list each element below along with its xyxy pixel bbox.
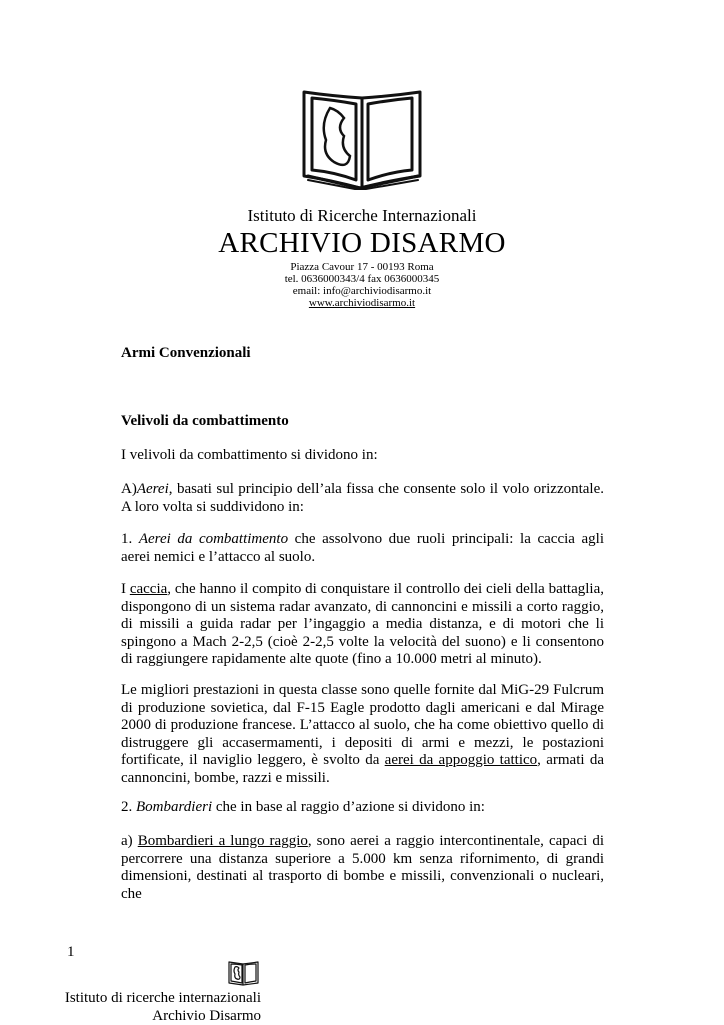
aerei-prefix: A)	[121, 481, 137, 497]
caccia-text: , che hanno il compito di conquistare il controllo dei cieli della battaglia, dispongono di un sistema radar avanzato, di cannoncini e missili a corto raggio, di missili a guida radar per l’ingaggio a media distanza, e di motori che li spingono a Mach 2-2,5 (cioè 2-2,5 volte la velocità del suono) e li consentono di raggiungere rapidamente alte quote (fino a 10.000 metri al minuto).	[121, 581, 604, 667]
organization-title: ARCHIVIO DISARMO	[218, 227, 506, 259]
prestazioni-paragraph	[121, 682, 604, 787]
bombardieri-prefix: 2.	[121, 799, 136, 815]
combattimento-term: Aerei da combattimento	[138, 531, 289, 547]
intro-text: I velivoli da combattimento si dividono in:	[121, 447, 378, 463]
phone-line: tel. 0636000343/4 fax 0636000345	[284, 273, 440, 285]
section-title	[121, 345, 604, 363]
address-line: Piazza Cavour 17 - 00193 Roma	[290, 261, 434, 273]
intro-paragraph	[121, 447, 604, 465]
caccia-prefix: I	[121, 581, 130, 597]
aerei-text: , basati sul principio dell’ala fissa che consente solo il volo orizzontale. A loro volta si suddividono in:	[121, 481, 604, 515]
combattimento-paragraph	[121, 531, 604, 566]
contact-block	[0, 261, 724, 309]
appoggio-tattico-link[interactable]: aerei da appoggio tattico	[384, 752, 538, 768]
combattimento-text: che assolvono due ruoli principali: la caccia agli aerei nemici e l’attacco al suolo.	[121, 531, 605, 565]
subsection	[121, 413, 604, 431]
prestazioni-text: Le migliori prestazioni in questa classe sono quelle fornite dal MiG-29 Fulcrum di produzione sovietica, dal F-15 Eagle prodotto dagli americani e dal Mirage 2000 di produzione francese. L’attacco al suolo, che ha come obiettivo quello di distruggere gli accasermamenti, i depositi di armi e mezzi, le postazioni fortificate, il naviglio leggero, è svolto da	[121, 682, 604, 768]
email-line: email: info@archiviodisarmo.it	[292, 285, 432, 297]
subsection-heading: Velivoli da combattimento	[121, 413, 289, 429]
prestazioni-suffix: , armati da cannoncini, bombe, razzi e missili.	[121, 752, 604, 786]
footer-logo	[228, 960, 259, 986]
lungo-raggio-paragraph	[121, 833, 604, 903]
footer-line-2: Archivio Disarmo	[152, 1008, 261, 1024]
archivio-disarmo-logo	[300, 84, 424, 190]
section-heading: Armi Convenzionali	[121, 345, 251, 361]
caccia-link[interactable]: caccia	[129, 581, 168, 597]
bombardieri-text: che in base al raggio d’azione si dividono in:	[212, 799, 485, 815]
lungo-raggio-text: , sono aerei a raggio intercontinentale, capaci di percorrere una distanza superiore a 5.000 km senza rifornimento, di grandi dimensioni, destinati al trasporto di bombe e missili, convenzionali o nucleari, che	[121, 833, 604, 902]
bombardieri-paragraph	[121, 799, 604, 817]
footer-line-1: Istituto di ricerche internazionali	[64, 990, 261, 1006]
institute-name: Istituto di Ricerche Internazionali	[247, 206, 477, 225]
aerei-paragraph	[121, 481, 604, 516]
lungo-raggio-prefix: a)	[121, 833, 138, 849]
bombardieri-term: Bombardieri	[136, 799, 213, 815]
lungo-raggio-link[interactable]: Bombardieri a lungo raggio	[137, 833, 308, 849]
page-number: 1	[67, 944, 75, 960]
caccia-paragraph	[121, 581, 604, 669]
aerei-term: Aerei	[136, 481, 169, 497]
website-link[interactable]: www.archiviodisarmo.it	[308, 297, 416, 309]
footer-organization	[65, 989, 261, 1025]
combattimento-prefix: 1.	[121, 531, 139, 547]
